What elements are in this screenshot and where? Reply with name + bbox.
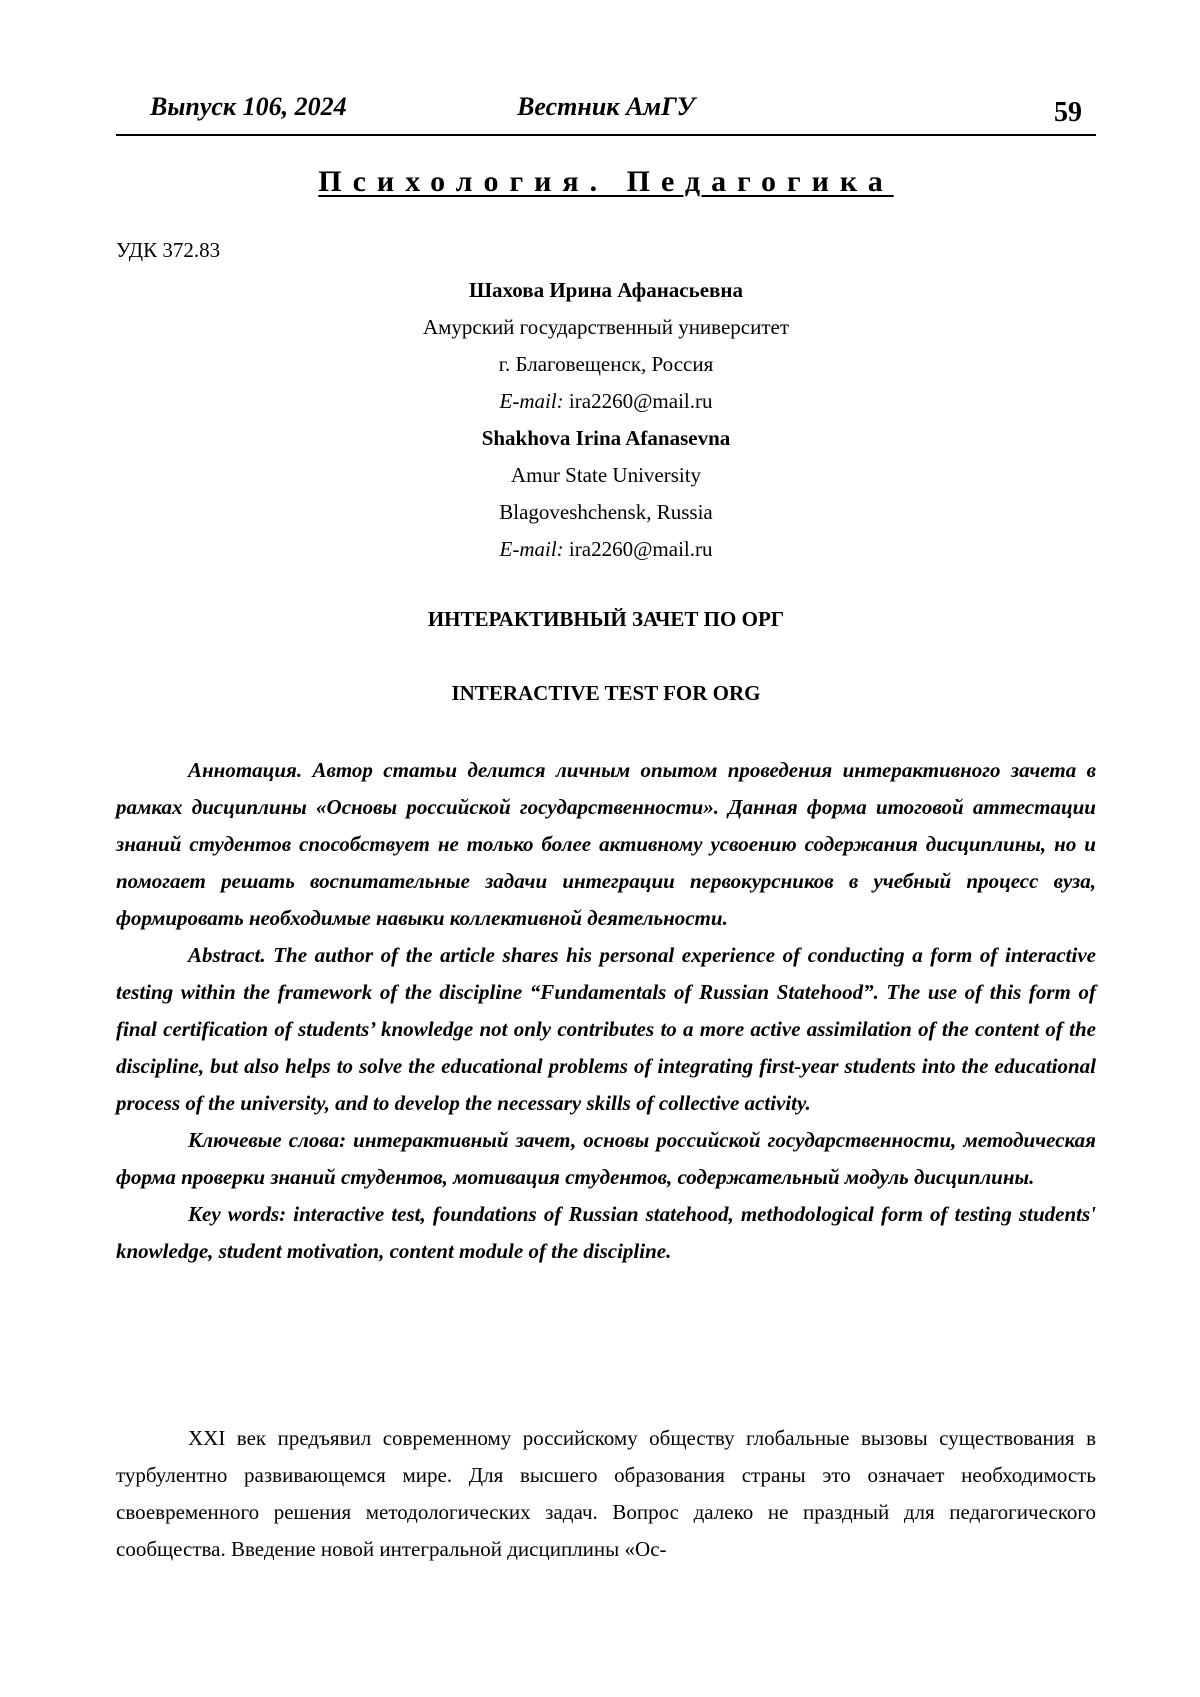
email-label: E-mail: [499, 389, 564, 413]
author-block [116, 272, 1096, 568]
city-ru: г. Благовещенск, Россия [498, 352, 714, 376]
author-name-ru: Шахова Ирина Афанасьевна [469, 278, 743, 302]
author-name-en: Shakhova Irina Afanasevna [481, 426, 731, 450]
email-address: ira2260@mail.ru [568, 537, 713, 561]
keywords-en: Key words: interactive test, foundations of Russian statehood, methodological form of testing students' knowledge, student motivation, content module of the discipline. [116, 1202, 1096, 1263]
udc-code: УДК 372.83 [116, 238, 221, 262]
journal-name: Вестник АмГУ [517, 92, 695, 121]
article-body [116, 1420, 1096, 1568]
affiliation-ru: Амурский государственный университет [422, 315, 790, 339]
article-title-ru: ИНТЕРАКТИВНЫЙ ЗАЧЕТ ПО ОРГ [427, 607, 785, 631]
section-title-text: Психология. Педагогика [318, 165, 894, 198]
keywords-ru: Ключевые слова: интерактивный зачет, основы российской государственности, методическая форма проверки знаний студентов, мотивация студентов, содержательный модуль дисциплины. [116, 1128, 1096, 1189]
body-paragraph: XXI век предъявил современному российскому обществу глобальные вызовы существования в турбулентно развивающемся мире. Для высшего образования страны это означает необходимость своевременного решения методологических задач. Вопрос далеко не праздный для педагогического сообщества. Введение новой интегральной дисциплины «Ос- [116, 1426, 1096, 1561]
email-label: E-mail: [499, 537, 564, 561]
email-address: ira2260@mail.ru [568, 389, 713, 413]
abstract-ru: Аннотация. Автор статьи делится личным опытом проведения интерактивного зачета в рамках дисциплины «Основы российской государственности». Данная форма итоговой аттестации знаний студентов способствует не только более активному усвоению содержания дисциплины, но и помогает решать воспитательные задачи интеграции первокурсников в учебный процесс вуза, формировать необходимые навыки коллективной деятельности. [116, 758, 1096, 930]
email-line-en [116, 531, 1096, 568]
abstract-section [116, 752, 1096, 1270]
section-title [116, 162, 1096, 202]
running-header [116, 88, 1096, 136]
email-line-ru [116, 383, 1096, 420]
city-en: Blagoveshchensk, Russia [499, 500, 713, 524]
abstract-en: Abstract. The author of the article shares his personal experience of conducting a form of interactive testing within the framework of the discipline “Fundamentals of Russian Statehood”. The use of this form of final certification of students’ knowledge not only contributes to a more active assimilation of the content of the discipline, but also helps to solve the educational problems of integrating first-year students into the educational process of the university, and to develop the necessary skills of collective activity. [116, 943, 1096, 1115]
page-number: 59 [1054, 97, 1082, 128]
article-title-en: INTERACTIVE TEST FOR ORG [451, 681, 761, 705]
issue-label: Выпуск 106, 2024 [150, 92, 347, 121]
affiliation-en: Amur State University [510, 463, 702, 487]
